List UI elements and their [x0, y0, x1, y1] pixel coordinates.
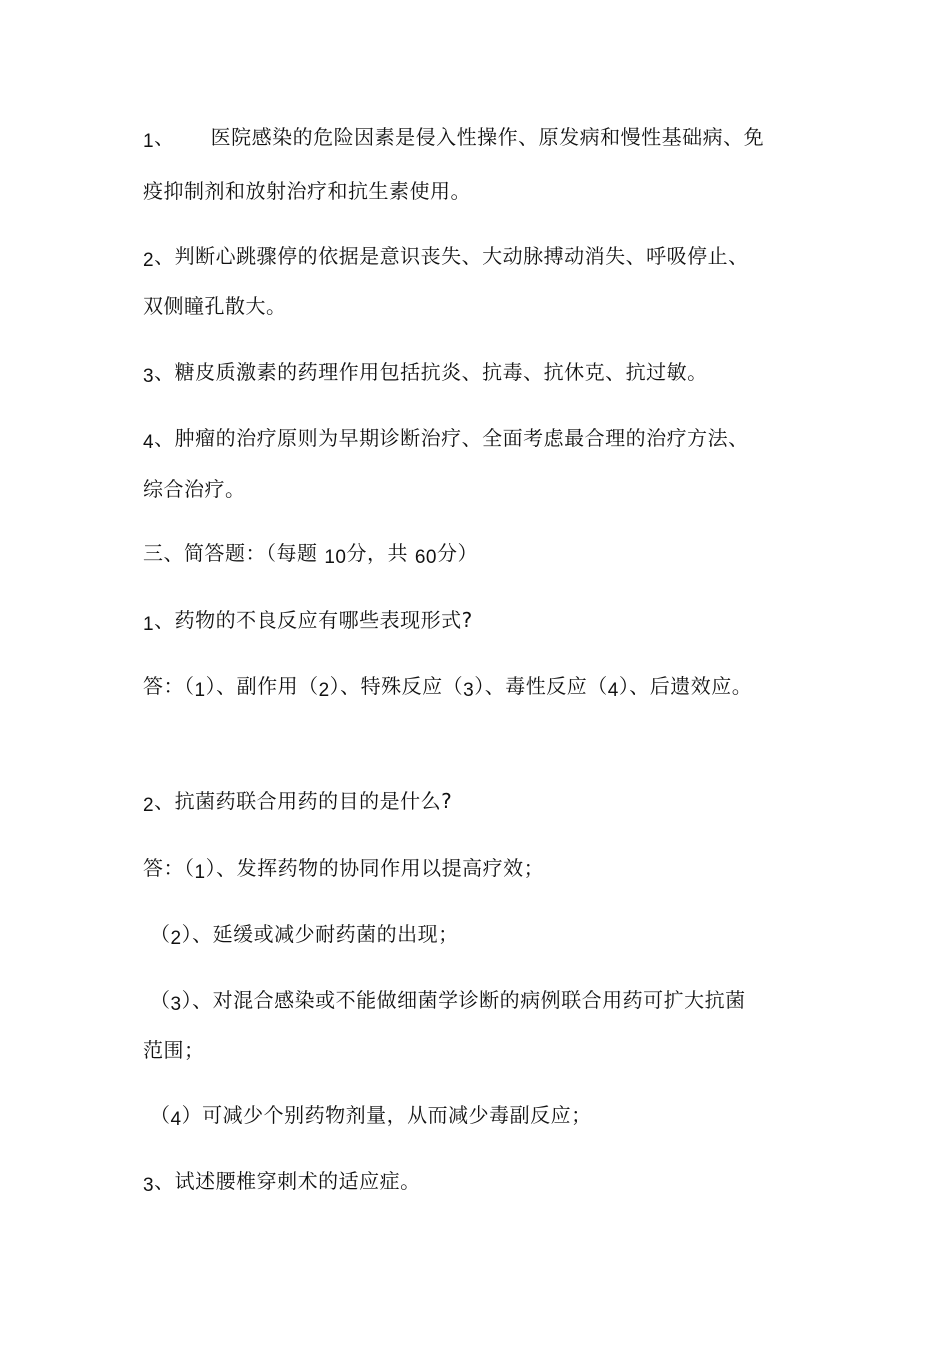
answer-line-4	[143, 425, 783, 453]
answer-line-1	[143, 124, 783, 152]
line-text: 、肿瘤的治疗原则为早期诊断治疗、全面考虑最合理的治疗方法、	[154, 426, 749, 450]
answer-text: （	[150, 988, 171, 1012]
answer-2-part-2	[150, 921, 790, 949]
item-separator: 、	[154, 125, 175, 149]
answer-line-1-cont	[143, 178, 783, 204]
question-3	[143, 1168, 783, 1196]
item-number: 3	[143, 366, 155, 387]
answer-line-2	[143, 243, 783, 271]
answer-text: ）、特殊反应（	[329, 674, 464, 698]
answer-number: 2	[170, 928, 182, 949]
answer-text: 范围；	[143, 1038, 205, 1062]
question-text: 、试述腰椎穿刺术的适应症。	[154, 1169, 421, 1193]
answer-text: ）可减少个别药物剂量，从而减少毒副反应；	[181, 1103, 592, 1127]
answer-text: ）、副作用（	[205, 674, 319, 698]
question-text: 、药物的不良反应有哪些表现形式?	[154, 608, 473, 632]
answer-2-part-4	[150, 1102, 790, 1130]
answer-number: 2	[318, 680, 330, 701]
line-text: 、判断心跳骤停的依据是意识丧失、大动脉搏动消失、呼吸停止、	[154, 244, 749, 268]
answer-text: 答：（	[143, 856, 195, 880]
line-text: 综合治疗。	[143, 477, 246, 501]
question-1	[143, 607, 783, 635]
answer-2-part-3	[150, 987, 790, 1015]
item-number: 4	[143, 432, 155, 453]
item-number: 2	[143, 795, 155, 816]
answer-number: 3	[170, 994, 182, 1015]
answer-text: （	[150, 922, 171, 946]
item-number: 3	[143, 1175, 155, 1196]
answer-text: ）、毒性反应（	[474, 674, 608, 698]
answer-line-2-cont	[143, 293, 783, 319]
question-text: 、抗菌药联合用药的目的是什么?	[154, 789, 453, 813]
question-2	[143, 788, 783, 816]
item-number: 1	[143, 614, 155, 635]
heading-text: 分）	[437, 541, 478, 565]
answer-line-3	[143, 359, 783, 387]
item-number: 2	[143, 250, 155, 271]
answer-number: 3	[463, 680, 475, 701]
answer-text: ）、发挥药物的协同作用以提高疗效；	[205, 856, 545, 880]
line-text: 疫抑制剂和放射治疗和抗生素使用。	[143, 179, 471, 203]
heading-text: 分，共	[346, 541, 408, 565]
points-each: 10	[324, 547, 347, 568]
answer-text: ）、后遗效应。	[618, 674, 753, 698]
heading-text: 三、简答题：（每题	[143, 541, 318, 565]
answer-number: 1	[194, 862, 206, 883]
answer-text: 答：（	[143, 674, 195, 698]
points-total: 60	[414, 547, 437, 568]
item-number: 1	[143, 131, 155, 152]
line-text: 双侧瞳孔散大。	[143, 294, 287, 318]
answer-number: 4	[607, 680, 619, 701]
answer-1	[143, 673, 783, 701]
answer-2-part-1	[143, 855, 783, 883]
answer-number: 4	[170, 1109, 182, 1130]
answer-text: ）、延缓或减少耐药菌的出现；	[181, 922, 459, 946]
line-text: 医院感染的危险因素是侵入性操作、原发病和慢性基础病、免	[210, 125, 765, 149]
line-text: 、糖皮质激素的药理作用包括抗炎、抗毒、抗休克、抗过敏。	[154, 360, 708, 384]
answer-line-4-cont	[143, 476, 783, 502]
answer-text: ）、对混合感染或不能做细菌学诊断的病例联合用药可扩大抗菌	[181, 988, 746, 1012]
section-heading	[143, 540, 783, 568]
answer-number: 1	[194, 680, 206, 701]
answer-text: （	[150, 1103, 171, 1127]
answer-2-part-3-cont	[143, 1037, 783, 1063]
